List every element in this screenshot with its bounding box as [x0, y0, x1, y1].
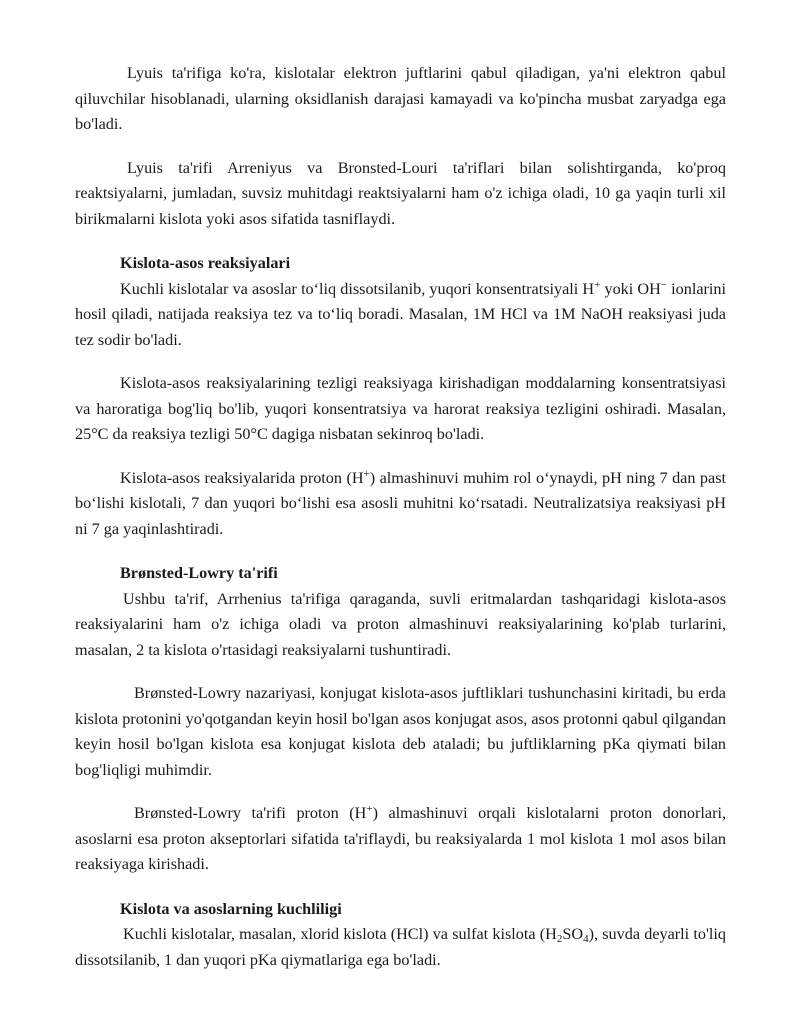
paragraph-text: ) almashinuvi muhim rol o‘ynaydi, pH ning 7 dan past bo‘lishi kislotali, 7 dan yuqori bo‘lishi esa asosli muhitni ko‘rsatadi. Neutralizatsiya reaksiyasi pH ni 7 ga yaqinlashtiradi. — [75, 468, 726, 538]
paragraph-lewis-comparison — [75, 156, 726, 233]
paragraph-text: Kuchli kislotalar, masalan, xlorid kislota (HCl) va sulfat kislota (H — [123, 925, 557, 943]
paragraph-proton-exchange — [75, 466, 726, 543]
paragraph-text: Brønsted-Lowry ta'rifi proton (H — [134, 804, 367, 822]
paragraph-strong-acids-examples — [75, 922, 726, 973]
heading-acid-base-reactions: Kislota-asos reaksiyalari — [120, 254, 291, 272]
paragraph-reaction-rate — [75, 371, 726, 448]
document-page — [75, 61, 726, 973]
paragraph-text: Kislota-asos reaksiyalarida proton (H — [120, 468, 364, 487]
paragraph-text: ), suvda deyarli to'liq dissotsilanib, 1 dan yuqori pKa qiymatlariga ega bo'ladi. — [75, 925, 726, 969]
superscript-minus: − — [660, 278, 667, 291]
superscript-plus: + — [366, 803, 373, 815]
paragraph-text: Brønsted-Lowry nazariyasi, konjugat kislota-asos juftliklari tushunchasini kiritadi, bu erda kislota protonini yo'qotgandan keyin hosil bo'lgan asos konjugat asos, asos protonni qabul qilgandan keyin hosil bo'lgan kislota esa konjugat kislota deb ataladi; bu juftliklarning pKa qiymati bilan bog'liqligi muhimdir. — [75, 684, 727, 779]
paragraph-text: Kislota-asos reaksiyalarining tezligi reaksiyaga kirishadigan moddalarning konsentratsiyasi va haroratiga bog'liq bo'lib, yuqori konsentratsiya va harorat reaksiya tezligini oshiradi. Masalan, 25°C da reaksiya tezligi 50°C dagiga nisbatan sekinroq bo'ladi. — [75, 374, 726, 443]
paragraph-text: yoki OH — [600, 279, 661, 298]
heading-acid-base-strength: Kislota va asoslarning kuchliligi — [120, 899, 342, 918]
paragraph-conjugate-pairs — [75, 681, 726, 783]
paragraph-text: ) almashinuvi orqali kislotalarni proton donorlari, asoslarni esa proton akseptorlari sifatida ta'riflaydi, bu reaksiyalarda 1 mol kislota 1 mol asos bilan reaksiyaga kirishadi. — [75, 804, 727, 873]
paragraph-strong-acids-bases — [75, 277, 726, 354]
subscript-4: 4 — [583, 933, 589, 945]
paragraph-bronsted-scope — [75, 587, 726, 664]
paragraph-proton-donors — [75, 801, 726, 878]
paragraph-text: Lyuis ta'rifi Arreniyus va Bronsted-Louri ta'riflari bilan solishtirganda, ko'proq reaktsiyalarni, jumladan, suvsiz muhitdagi reaktsiyalarni ham o'z ichiga oladi, 10 ga yaqin turli xil birikmalarni kislota yoki asos sifatida tasniflaydi. — [75, 158, 726, 228]
paragraph-lewis-definition — [75, 61, 726, 138]
superscript-plus: + — [363, 467, 370, 480]
paragraph-text: ionlarini hosil qiladi, natijada reaksiya tez va to‘liq boradi. Masalan, 1M HCl va 1M NaOH reaksiyasi juda tez sodir bo'ladi. — [75, 279, 726, 349]
paragraph-text: Kuchli kislotalar va asoslar to‘liq dissotsilanib, yuqori konsentratsiyali H — [120, 279, 595, 298]
paragraph-text: SO — [562, 925, 584, 943]
superscript-plus: + — [594, 278, 601, 291]
paragraph-text: Lyuis ta'rifiga ko'ra, kislotalar elektron juftlarini qabul qiladigan, ya'ni elektron qabul qiluvchilar hisoblanadi, ularning oksidlanish darajasi kamayadi va ko'pincha musbat zaryadga ega bo'ladi. — [75, 64, 726, 133]
subscript-2: 2 — [556, 933, 563, 945]
paragraph-text: Ushbu ta'rif, Arrhenius ta'rifiga qaraganda, suvli eritmalardan tashqaridagi kislota-asos reaksiyalarini ham o'z ichiga oladi va proton almashinuvi reaksiyalarining ko'plab turlarini, masalan, 2 ta kislota o'rtasidagi reaksiyalarni tushuntiradi. — [75, 589, 726, 659]
heading-bronsted-lowry: Brønsted-Lowry ta'rifi — [120, 564, 278, 582]
